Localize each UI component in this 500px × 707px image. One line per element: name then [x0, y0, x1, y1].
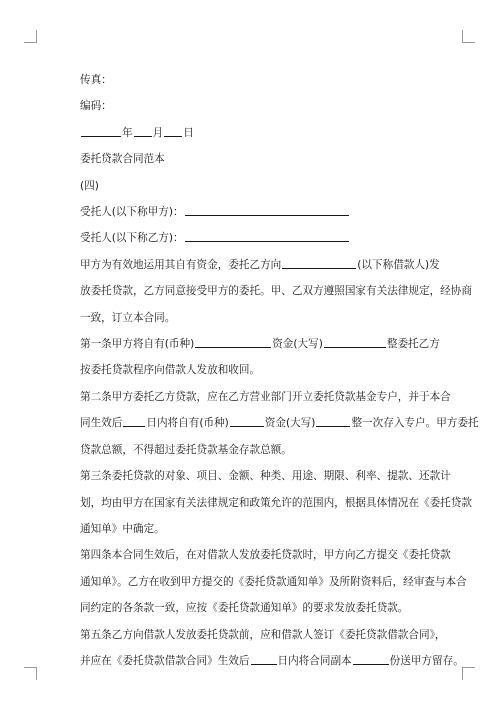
blank-party-a	[185, 205, 349, 216]
intro-paragraph: 甲方为有效地运用其自有资金，委托乙方向 (以下称借款人)发 放委托贷款，乙方同意接受甲方的委托。甲、乙双方遵照国家有关法律规定，经协商 一致，订立本合同。	[80, 258, 472, 324]
blank-copies	[353, 654, 389, 665]
margin-mark-top-right	[462, 30, 475, 43]
blank-days-2	[251, 654, 277, 665]
date-line: 年 月 日	[80, 120, 435, 146]
document-subtitle: (四)	[80, 179, 99, 192]
blank-borrower	[282, 258, 356, 269]
margin-mark-top-left	[24, 30, 37, 43]
margin-mark-bottom-right	[462, 667, 475, 680]
blank-currency-2	[230, 416, 264, 427]
article-5: 第五条乙方向借款人发放委托贷款前，应和借款人签订《委托贷款借款合同》， 并应在《委托贷款借款合同》生效后 日内将合同副本 份送甲方留存。	[80, 628, 464, 667]
article-4: 第四条本合同生效后，在对借款人发放委托贷款时，甲方向乙方提交《委托贷款 通知单》。乙方在收到甲方提交的《委托贷款通知单》及所附资料后，经审查与本合 同约定的各条款一致，应按《委托贷款通知单》的要求发放委托贷款。	[80, 549, 467, 615]
blank-day	[164, 126, 182, 137]
blank-party-b	[185, 231, 349, 242]
party-b-line: 受托人(以下称乙方)：	[80, 225, 435, 251]
article-3: 第三条委托贷款的对象、项目、金额、种类、用途、期限、利率、提款、还款计 划，均由甲方在国家有关法律规定和政策允许的范围内，根据具体情况在《委托贷款 通知单》中确定。	[80, 470, 472, 535]
article-1: 第一条甲方将自有(币种) 资金(大写) 整委托乙方 按委托贷款程序向借款人发放和收回。	[80, 338, 440, 377]
blank-amount	[324, 337, 386, 348]
party-a-line: 受托人(以下称甲方)：	[80, 199, 435, 225]
blank-currency	[195, 337, 271, 348]
blank-days	[123, 416, 145, 427]
fax-line: 传真：	[80, 74, 112, 86]
blank-year	[81, 126, 121, 137]
article-2: 第二条甲方委托乙方贷款，应在乙方营业部门开立委托贷款基金专户，并于本合 同生效后 日内将自有(币种) 资金(大写) 整一次存入专户。甲方委托 贷款总额，不得超过委托贷款基金存款总额。	[80, 390, 479, 456]
document-body	[80, 67, 479, 674]
blank-amount-2	[316, 416, 350, 427]
blank-month	[134, 126, 152, 137]
code-line: 编码：	[80, 100, 112, 113]
document-title: 委托贷款合同范本	[80, 153, 165, 166]
margin-mark-bottom-left	[24, 667, 37, 680]
